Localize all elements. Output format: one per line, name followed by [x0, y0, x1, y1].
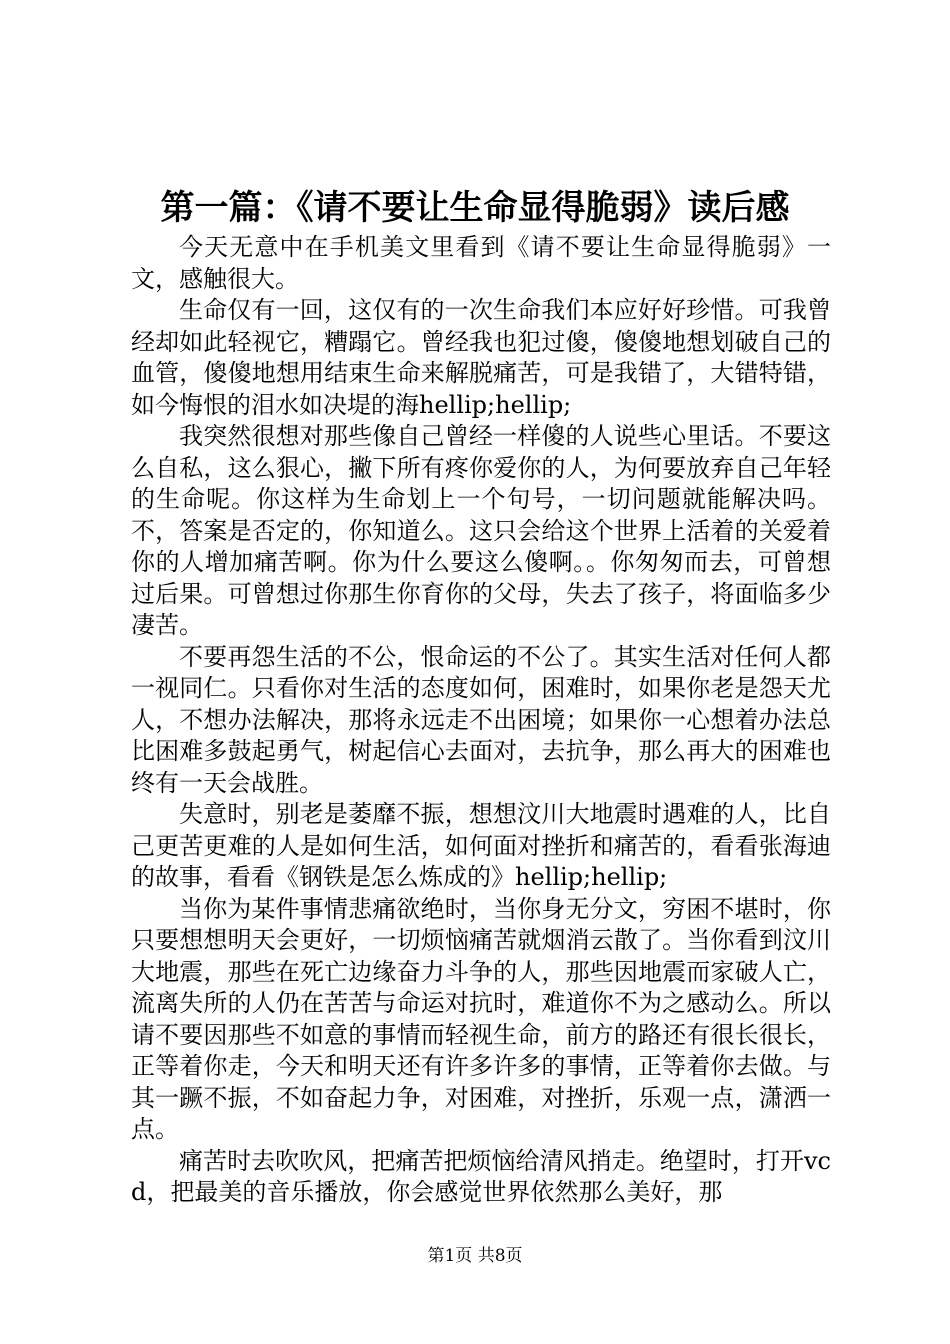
paragraph: 当你为某件事情悲痛欲绝时，当你身无分文，穷困不堪时，你只要想想明天会更好，一切烦恼痛苦就烟消云散了。当你看到汶川大地震，那些在死亡边缘奋力斗争的人，那些因地震而家破人亡，流离失所的人仍在苦苦与命运对抗时，难道你不为之感动么。所以请不要因那些不如意的事情而轻视生命，前方的路还有很长很长，正等着你走，今天和明天还有许多许多的事情，正等着你去做。与其一蹶不振，不如奋起力争，对困难，对挫折，乐观一点，潇洒一点。 [131, 894, 831, 1143]
document-title: 第一篇：《请不要让生命显得脆弱》读后感 [160, 188, 790, 228]
paragraph: 痛苦时去吹吹风，把痛苦把烦恼给清风捎走。绝望时，打开vcd，把最美的音乐播放，你会感觉世界依然那么美好，那 [131, 1146, 831, 1206]
paragraph: 今天无意中在手机美文里看到《请不要让生命显得脆弱》一文，感触很大。 [131, 233, 831, 293]
paragraph: 生命仅有一回，这仅有的一次生命我们本应好好珍惜。可我曾经却如此轻视它，糟蹋它。曾经我也犯过傻，傻傻地想划破自己的血管，傻傻地想用结束生命来解脱痛苦，可是我错了，大错特错，如今悔恨的泪水如决堤的海hellip;hellip; [131, 296, 831, 419]
document-body [131, 232, 831, 1209]
paragraph: 不要再怨生活的不公，恨命运的不公了。其实生活对任何人都一视同仁。只看你对生活的态度如何，困难时，如果你老是怨天尤人，不想办法解决，那将永远走不出困境；如果你一心想着办法总比困难多鼓起勇气，树起信心去面对，去抗争，那么再大的困难也终有一天会战胜。 [131, 642, 831, 797]
paragraph: 我突然很想对那些像自己曾经一样傻的人说些心里话。不要这么自私，这么狠心，撇下所有疼你爱你的人，为何要放弃自己年轻的生命呢。你这样为生命划上一个句号，一切问题就能解决吗。不，答案是否定的，你知道么。这只会给这个世界上活着的关爱着你的人增加痛苦啊。你为什么要这么傻啊。。你匆匆而去，可曾想过后果。可曾想过你那生你育你的父母，失去了孩子，将面临多少凄苦。 [131, 422, 831, 639]
page-footer: 第1页 共8页 [427, 1246, 523, 1266]
paragraph: 失意时，别老是萎靡不振，想想汶川大地震时遇难的人，比自己更苦更难的人是如何生活，如何面对挫折和痛苦的，看看张海迪的故事，看看《钢铁是怎么炼成的》hellip;hellip; [131, 800, 831, 891]
